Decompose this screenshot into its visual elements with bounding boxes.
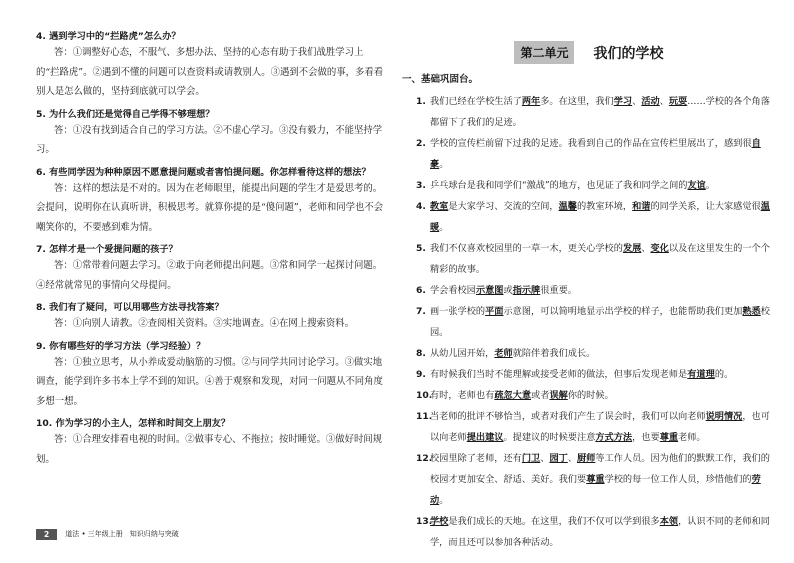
answer: 答：①独立思考，从小养成爱动脑筋的习惯。②与同学共同讨论学习。③做实地调查，能学到许多书本上学不到的知识。④善于观察和发现，对同一问题从不同角度多想一想。	[36, 356, 383, 407]
answer-blank: 教室	[430, 201, 449, 212]
page-footer	[36, 527, 179, 541]
answer-blank: 说明情况	[705, 411, 743, 422]
item-text: 是大家学习、交流的空间，	[448, 201, 559, 212]
item-text: 有时候我们当时不能理解或接受老师的做法，但事后发现老师是	[430, 369, 688, 380]
list-item	[402, 343, 776, 364]
unit-title: 我们的学校	[593, 45, 664, 62]
answer-blank: 误解	[549, 390, 568, 401]
item-number: 10.	[416, 390, 433, 401]
page-number: 2	[36, 529, 57, 540]
item-text: 。提建议的时候要注意	[503, 432, 596, 443]
answer-blank: 友谊	[687, 180, 706, 191]
item-text: ……学校的各个角落都留下了我们的足迹。	[430, 96, 770, 128]
answer-blank: 学习	[613, 96, 633, 107]
item-text: 、	[567, 453, 577, 464]
list-item	[402, 196, 776, 238]
answer-blank: 老师	[494, 348, 513, 359]
answer-blank: 示意图	[475, 285, 504, 296]
item-text: 校园。	[430, 306, 770, 338]
answer: 答：①没有找到适合自己的学习方法。②不虚心学习。③没有毅力，不能坚持学习。	[36, 124, 383, 155]
item-number: 2.	[416, 138, 426, 149]
item-text: 学校的每一位工作人员，珍惜他们的	[604, 474, 752, 485]
list-item	[402, 280, 776, 301]
answer: 答：①合理安排看电视的时间。②做事专心、不拖拉；按时睡觉。③做好时间规划。	[36, 434, 383, 465]
question: 8. 我们有了疑问，可以用哪些方法寻找答案？	[36, 302, 224, 313]
answer-blank: 平面	[485, 306, 504, 317]
item-text: 我们不仅喜欢校园里的一草一木，更关心学校的	[430, 243, 623, 254]
answer-blank: 本领	[659, 516, 679, 527]
item-number: 11.	[416, 411, 433, 422]
item-text: 的。	[714, 369, 734, 380]
item-text: 、	[641, 243, 651, 254]
item-text: 的同学关系，让大家感觉很	[650, 201, 761, 212]
footer-text: 道法 • 三年级上册 知识归纳与突破	[65, 530, 179, 538]
item-number: 13.	[416, 516, 433, 527]
fill-in-list	[402, 91, 776, 553]
item-text: 。	[439, 222, 449, 233]
item-number: 7.	[416, 306, 426, 317]
answer-blank: 活动	[641, 96, 660, 107]
item-text: 以及在这里发生的一个个精彩的故事。	[430, 243, 770, 275]
answer-blank: 自豪	[430, 138, 761, 170]
answer-blank: 疏忽大意	[494, 390, 532, 401]
item-text: 校园里除了老师，还有	[430, 453, 522, 464]
item-text: 或	[503, 285, 513, 296]
item-text: 很重要。	[540, 285, 577, 296]
answer-blank: 尊重	[659, 432, 679, 443]
answer: 答：①常带着问题去学习。②敢于向老师提出问题。③常和同学一起探讨问题。④经常就常见的事情向父母提问。	[36, 260, 383, 291]
item-text: 是我们成长的天地。在这里，我们不仅可以学到很多	[448, 516, 660, 527]
question: 9. 你有哪些好的学习方法（学习经验）？	[36, 340, 206, 352]
answer-blank: 指示牌	[512, 285, 541, 296]
answer-blank: 发展	[622, 243, 642, 254]
answer-blank: 玩耍	[668, 96, 688, 107]
answer: 答：①调整好心态，不服气、多想办法、坚持的心态有助于我们战胜学习上的“拦路虎”。②遇到不懂的问题可以查资料或请教别人。③遇到不会做的事，多看看别人是怎么做的，坚持到底就可以学会。	[36, 47, 384, 97]
list-item	[402, 511, 776, 553]
item-text: 有时，老师也有	[430, 390, 495, 401]
item-text: 、	[540, 453, 550, 464]
item-text: 等工作人员。因为他们的默默工作，我们的校园才更加安全、舒适、美好。我们要	[430, 453, 770, 485]
answer-blank: 两年	[521, 96, 541, 107]
item-number: 5.	[416, 243, 426, 254]
question: 6. 有些同学因为种种原因不愿意提问题或者害怕提问题。你怎样看待这样的想法？	[36, 166, 371, 178]
item-number: 9.	[416, 369, 426, 380]
answer-blank: 有道理	[687, 369, 715, 380]
answer: 答：①向别人请教。②查阅相关资料。③实地调查。④在网上搜索资料。	[54, 318, 355, 329]
answer-blank: 温馨	[558, 201, 577, 212]
item-number: 4.	[416, 201, 426, 212]
list-item	[402, 175, 776, 196]
answer-blank: 变化	[650, 243, 669, 254]
answer-blank: 和谐	[632, 201, 651, 212]
answer-blank: 提出建议	[466, 432, 504, 443]
item-text: 或者	[531, 390, 550, 401]
answer-blank: 学校	[430, 516, 449, 527]
item-number: 12.	[416, 453, 433, 464]
item-text: 、	[659, 96, 669, 107]
item-text: 我们已经在学校生活了	[430, 96, 522, 107]
item-number: 1.	[416, 96, 426, 107]
list-item	[402, 91, 776, 133]
question: 10. 作为学习的小主人，怎样和时间交上朋友？	[36, 418, 231, 429]
item-text: 学会看校园	[430, 285, 476, 296]
item-text: 就陪伴着我们成长。	[512, 348, 596, 359]
item-text: 乒乓球台是我和同学们“激战”的地方，也见证了我和同学之间的	[430, 180, 688, 191]
list-item	[402, 406, 776, 448]
item-text: 多。在这里，我们	[540, 96, 614, 107]
item-number: 6.	[416, 285, 426, 296]
item-text: 的教室环境，	[577, 201, 633, 212]
item-text: 学校的宣传栏前留下过我的足迹。我看到自己的作品在宣传栏里展出了，感到很	[430, 138, 752, 149]
item-text: 。	[705, 180, 716, 191]
item-text: 。	[439, 495, 449, 506]
answer-blank: 门卫	[521, 453, 541, 464]
section-heading: 一、基础巩固台。	[402, 74, 479, 85]
item-text: ，也可以向老师	[430, 411, 770, 443]
item-text: 当老师的批评不够恰当，或者对我们产生了误会时，我们可以向老师	[430, 411, 706, 422]
answer-blank: 尊重	[586, 474, 605, 485]
list-item	[402, 238, 776, 280]
list-item	[402, 301, 776, 343]
answer-blank: 厨师	[577, 453, 596, 464]
unit-tag: 第二单元	[514, 41, 574, 64]
question: 4. 遇到学习中的“拦路虎”怎么办？	[36, 31, 181, 42]
item-text: 老师。	[678, 432, 706, 443]
item-text: 示意图，可以简明地显示出学校的样子，也能帮助我们更加	[503, 306, 743, 317]
item-text: 。	[439, 159, 449, 170]
list-item	[402, 385, 776, 406]
right-column	[402, 30, 776, 553]
left-column	[36, 30, 386, 475]
answer-blank: 熟悉	[742, 306, 761, 317]
item-number: 8.	[416, 348, 426, 359]
unit-header	[402, 41, 776, 65]
item-text: ，也要	[632, 432, 660, 443]
item-text: 画一张学校的	[430, 306, 486, 317]
question: 5. 为什么我们还是觉得自己学得不够理想？	[36, 108, 215, 120]
answer-blank: 园丁	[549, 453, 568, 464]
item-text: 从幼儿园开始，	[430, 348, 495, 359]
list-item	[402, 364, 776, 385]
list-item	[402, 133, 776, 175]
list-item	[402, 448, 776, 511]
answer-blank: 劳动	[430, 474, 761, 506]
answer-blank: 方式方法	[595, 432, 633, 443]
item-text: 、	[632, 96, 642, 107]
item-text: 你的时候。	[567, 390, 614, 401]
item-text: ，认识不同的老师和同学，而且还可以参加各种活动。	[430, 516, 770, 548]
question: 7. 怎样才是一个爱提问题的孩子？	[36, 244, 178, 255]
answer: 答：这样的想法是不对的。因为在老师眼里，能提出问题的学生才是爱思考的。会提问，说明你在认真听讲，积极思考。就算你提的是“傻问题”，老师和同学也不会嘲笑你的，不要感到难为情。	[36, 182, 384, 233]
answer-blank: 温暖	[430, 201, 770, 233]
item-number: 3.	[416, 180, 426, 191]
